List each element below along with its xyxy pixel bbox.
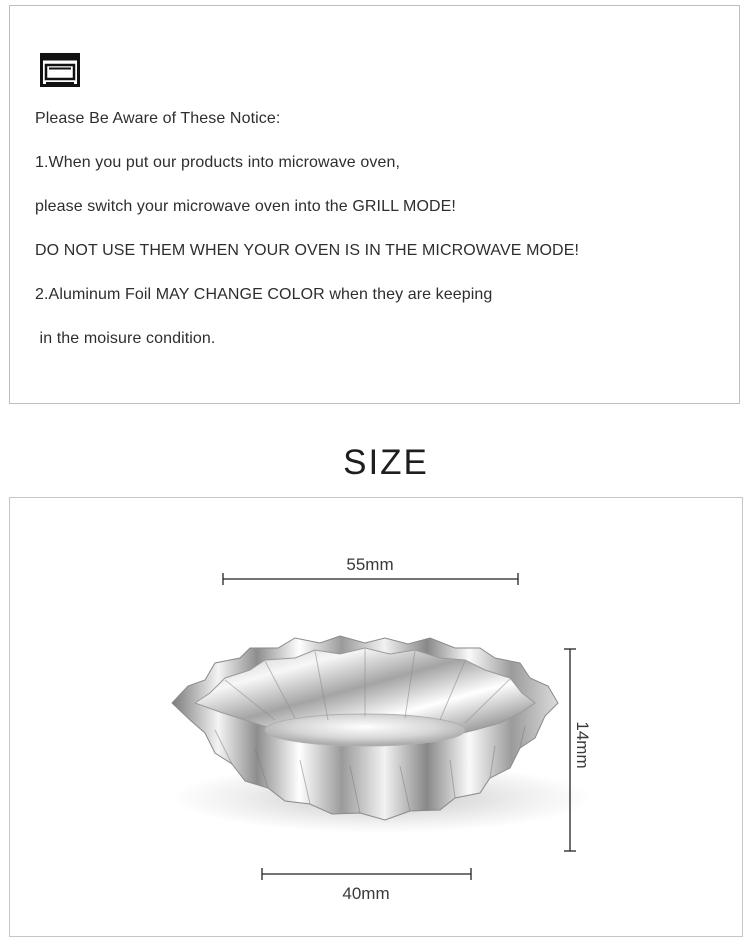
oven-icon (40, 53, 80, 87)
bottom-diameter-label: 40mm (342, 884, 390, 903)
notice-panel (9, 5, 740, 404)
top-diameter-label: 55mm (346, 555, 394, 574)
bottom-diameter-line (262, 868, 471, 880)
notice-line-2: please switch your microwave oven into the GRILL MODE! (35, 198, 456, 215)
height-label: 14mm (573, 721, 592, 769)
notice-line-4: 2.Aluminum Foil MAY CHANGE COLOR when they are keeping (35, 286, 493, 303)
size-panel (9, 497, 743, 937)
notice-line-3: DO NOT USE THEM WHEN YOUR OVEN IS IN THE MICROWAVE MODE! (35, 242, 580, 259)
size-title: SIZE (343, 443, 429, 482)
notice-heading: Please Be Aware of These Notice: (35, 110, 281, 127)
notice-line-5: in the moisure condition. (35, 330, 216, 347)
notice-line-1: 1.When you put our products into microwave oven, (35, 154, 400, 171)
